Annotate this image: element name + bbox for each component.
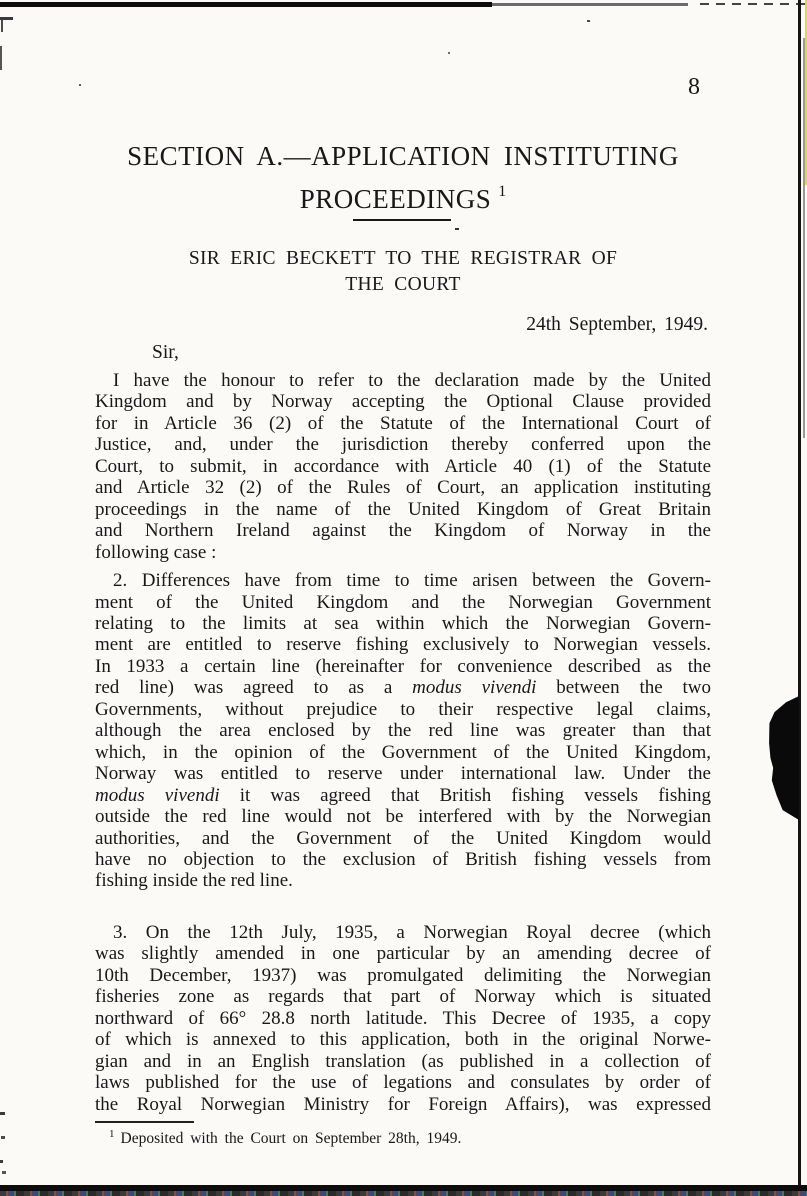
- scan-speck: [455, 228, 459, 230]
- text-line: have no objection to the exclusion of British fishing vessels from: [95, 848, 711, 870]
- text-line: following case :: [95, 541, 217, 563]
- text-line: I have the honour to refer to the declaration made by the United: [113, 370, 711, 391]
- text-line: Kingdom and by Norway accepting the Optional Clause provided: [95, 391, 711, 413]
- scan-edge-artifact-bottom: [0, 1185, 807, 1191]
- text-line: the Royal Norwegian Ministry for Foreign Affairs), was expressed: [95, 1093, 711, 1115]
- text-line: of which is annexed to this application, both in the original Norwe-: [95, 1029, 711, 1051]
- title-divider-rule: [353, 219, 451, 221]
- scan-noise-band-bottom: [0, 1191, 807, 1196]
- left-edge-tick: [1, 1136, 5, 1139]
- text-line: and Article 32 (2) of the Rules of Court, an application instituting: [95, 477, 711, 499]
- ink-blob-artifact: [765, 696, 799, 820]
- text-line: and Northern Ireland against the Kingdom of Norway in the: [95, 520, 711, 542]
- text-line: Norway was entitled to reserve under international law. Under the: [95, 763, 711, 785]
- scan-border-line-right-2: [803, 38, 805, 438]
- text-line: Governments, without prejudice to their respective legal claims,: [95, 698, 711, 720]
- text-line: for in Article 36 (2) of the Statute of the International Court of: [95, 412, 711, 434]
- footnote-text: Deposited with the Court on September 28th, 1949.: [120, 1130, 462, 1148]
- paragraph: [95, 922, 711, 1115]
- letter-heading: [95, 246, 711, 297]
- text-line: which, in the opinion of the Government of the United Kingdom,: [95, 741, 711, 763]
- corner-mark-horizontal: [0, 17, 13, 20]
- text-line: fishing inside the red line.: [95, 870, 293, 892]
- left-edge-tick: [0, 1160, 3, 1163]
- corner-mark-vertical: [1, 20, 3, 32]
- paragraph: [95, 570, 711, 892]
- scan-edge-artifact-top-thick: [0, 2, 492, 7]
- page-number: 8: [688, 74, 700, 100]
- scan-border-line-right: [798, 0, 801, 1196]
- footnote-reference: 1: [498, 183, 507, 200]
- text-line: was slightly amended in one particular by an amending decree of: [95, 943, 711, 965]
- text-line: modus vivendi it was agreed that British fishing vessels fishing: [95, 784, 711, 806]
- scan-speck: [448, 52, 450, 54]
- left-edge-mark: [0, 46, 2, 70]
- text-line: In 1933 a certain line (hereinafter for convenience described as the: [95, 655, 711, 677]
- text-line: outside the red line would not be interfered with by the Norwegian: [95, 806, 711, 828]
- letter-heading-line2: THE COURT: [345, 273, 461, 295]
- letter-heading-line1: SIR ERIC BECKETT TO THE REGISTRAR OF: [188, 248, 618, 269]
- scan-edge-artifact-top-thin: [492, 3, 688, 6]
- scan-edge-artifact-top-dashes: [700, 3, 807, 5]
- salutation: Sir,: [152, 342, 179, 363]
- section-title-line1: SECTION A.—APPLICATION INSTITUTING: [127, 141, 679, 171]
- text-line: 10th December, 1937) was promulgated delimiting the Norwegian: [95, 964, 711, 986]
- text-line: although the area enclosed by the red line was greater than that: [95, 720, 711, 742]
- section-title: [95, 138, 711, 218]
- text-line: 2. Differences have from time to time arisen between the Govern-: [113, 570, 711, 592]
- text-line: red line) was agreed to as a modus vivendi between the two: [95, 677, 711, 699]
- text-line: Court, to submit, in accordance with Article 40 (1) of the Statute: [95, 455, 711, 477]
- dateline: 24th September, 1949.: [526, 314, 708, 335]
- scan-speck: [587, 20, 590, 22]
- text-line: relating to the limits at sea within which the Norwegian Govern-: [95, 612, 711, 634]
- scan-speck: [79, 84, 81, 86]
- text-line: proceedings in the name of the United Kingdom of Great Britain: [95, 498, 711, 520]
- footnote: [95, 1128, 725, 1148]
- text-line: fisheries zone as regards that part of Norway which is situated: [95, 986, 711, 1008]
- footnote-reference: 1: [109, 1128, 115, 1140]
- text-line: ment of the United Kingdom and the Norwegian Government: [95, 591, 711, 613]
- text-line: authorities, and the Government of the United Kingdom would: [95, 827, 711, 849]
- text-line: Justice, and, under the jurisdiction thereby conferred upon the: [95, 434, 711, 456]
- text-line: 3. On the 12th July, 1935, a Norwegian Royal decree (which: [113, 921, 711, 943]
- section-title-line2: PROCEEDINGS $^1$: [299, 183, 507, 214]
- text-line: northward of 66° 28.8 north latitude. This Decree of 1935, a copy: [95, 1007, 711, 1029]
- text-line: ment are entitled to reserve fishing exclusively to Norwegian vessels.: [95, 634, 711, 656]
- paragraphs: [95, 370, 711, 1115]
- left-edge-tick: [2, 1171, 6, 1174]
- text-line: laws published for the use of legations and consulates by order of: [95, 1072, 711, 1094]
- footnote-divider-rule: [95, 1121, 194, 1123]
- left-edge-tick: [0, 1112, 5, 1115]
- text-line: gian and in an English translation (as published in a collection of: [95, 1050, 711, 1072]
- paragraph: [95, 370, 711, 563]
